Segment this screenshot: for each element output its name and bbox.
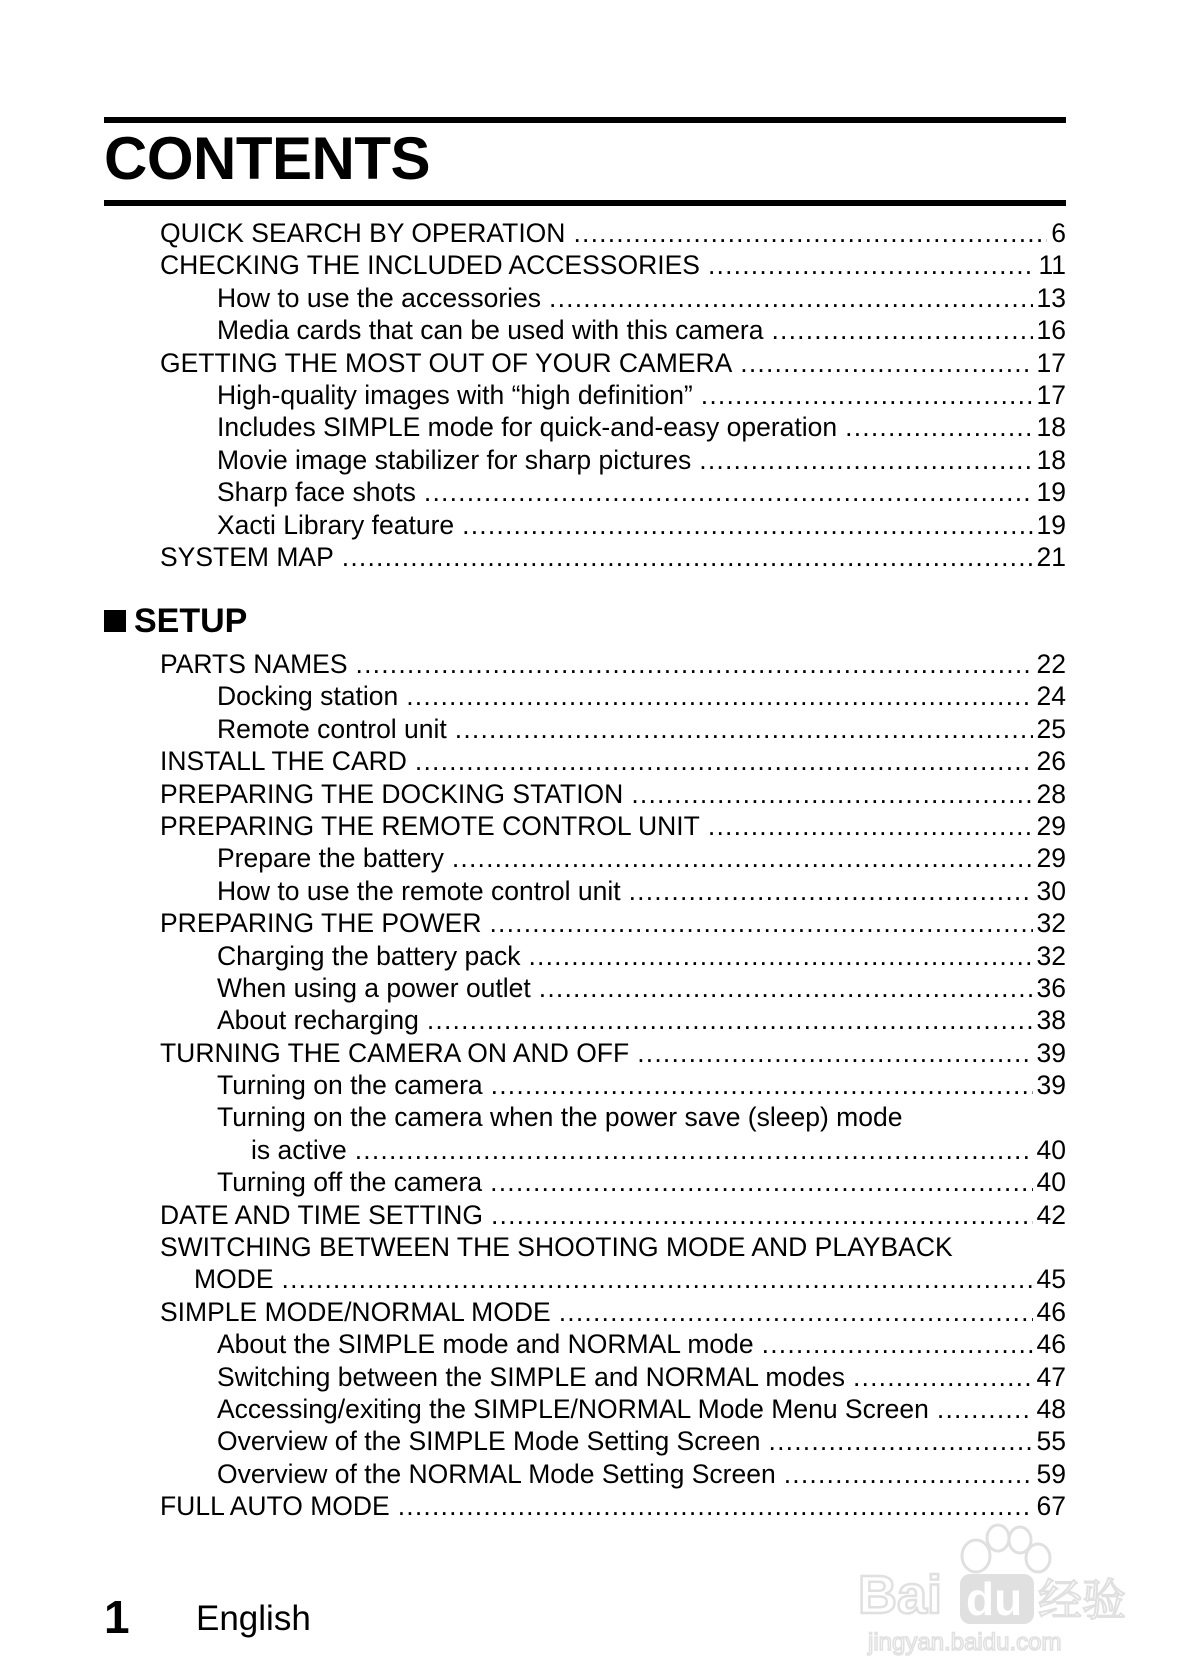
- toc-page-number: 32: [1036, 908, 1066, 939]
- toc-entry-title: FULL AUTO MODE: [160, 1491, 390, 1522]
- toc-page-number: 47: [1036, 1361, 1066, 1392]
- toc-entry: [160, 1134, 1066, 1166]
- toc-dot-leader: [708, 810, 1033, 842]
- toc-entry-title: DATE AND TIME SETTING: [160, 1199, 483, 1230]
- toc-entry-title: is active: [251, 1134, 347, 1165]
- toc-page-number: 28: [1036, 778, 1066, 809]
- toc-entry-title: Turning on the camera: [217, 1070, 483, 1101]
- svg-text:经验: 经验: [1038, 1575, 1126, 1626]
- toc-dot-leader: [845, 411, 1032, 443]
- toc-dot-leader: [415, 745, 1033, 777]
- toc-dot-leader: [740, 347, 1032, 379]
- toc-page-number: 17: [1036, 347, 1066, 378]
- toc-dot-leader: [490, 1166, 1032, 1198]
- toc-page-number: 45: [1036, 1264, 1066, 1295]
- toc-page-number: 30: [1036, 875, 1066, 906]
- toc-dot-leader: [427, 1004, 1033, 1036]
- toc-entry-title: CHECKING THE INCLUDED ACCESSORIES: [160, 250, 700, 281]
- toc-entry: [160, 810, 1066, 842]
- toc-page-number: 13: [1036, 282, 1066, 313]
- title-underline-rule: [104, 200, 1066, 206]
- toc-entry: [160, 648, 1066, 680]
- toc-entry: [160, 713, 1066, 745]
- toc-entry: [160, 249, 1066, 281]
- toc-dot-leader: [853, 1361, 1033, 1393]
- footer-language: English: [196, 1599, 311, 1638]
- toc-entry-title: High-quality images with “high definition”: [217, 379, 693, 410]
- toc-dot-leader: [539, 972, 1033, 1004]
- toc-entry: [160, 1458, 1066, 1490]
- toc-dot-leader: [784, 1458, 1033, 1490]
- toc-page-number: 36: [1036, 972, 1066, 1003]
- toc-page-number: 40: [1036, 1134, 1066, 1165]
- toc-entry-title: GETTING THE MOST OUT OF YOUR CAMERA: [160, 347, 733, 378]
- toc-entry: [160, 1231, 1066, 1263]
- toc-entry: [160, 842, 1066, 874]
- toc-entry-title: How to use the remote control unit: [217, 875, 621, 906]
- toc-dot-leader: [699, 444, 1032, 476]
- toc-page-number: 38: [1036, 1005, 1066, 1036]
- toc-dot-leader: [708, 249, 1035, 281]
- toc-entry-title: Media cards that can be used with this camera: [217, 315, 764, 346]
- toc-entry-title: Includes SIMPLE mode for quick-and-easy operation: [217, 412, 838, 443]
- svg-text:jingyan.baidu.com: jingyan.baidu.com: [868, 1629, 1062, 1656]
- toc-page-number: 25: [1036, 713, 1066, 744]
- toc-page-number: 26: [1036, 746, 1066, 777]
- toc-dot-leader: [559, 1296, 1033, 1328]
- toc-entry: [160, 1101, 1066, 1133]
- toc-page-number: 46: [1036, 1329, 1066, 1360]
- toc-entry: [160, 1037, 1066, 1069]
- toc-entry: [160, 940, 1066, 972]
- section-title: SETUP: [134, 602, 248, 640]
- toc-entry: [160, 907, 1066, 939]
- toc-dot-leader: [491, 1069, 1033, 1101]
- toc-dot-leader: [455, 713, 1033, 745]
- toc-entry-title: Switching between the SIMPLE and NORMAL modes: [217, 1361, 845, 1392]
- toc-page-number: 59: [1036, 1458, 1066, 1489]
- toc-dot-leader: [406, 680, 1032, 712]
- toc-page-number: 55: [1036, 1426, 1066, 1457]
- toc-dot-leader: [629, 875, 1033, 907]
- toc-page-number: 39: [1036, 1070, 1066, 1101]
- toc-entry: [160, 1361, 1066, 1393]
- toc-entry: [160, 217, 1066, 249]
- toc-entry: [160, 875, 1066, 907]
- toc-dot-leader: [549, 282, 1032, 314]
- toc-entry-title: SWITCHING BETWEEN THE SHOOTING MODE AND PLAYBACK: [160, 1232, 953, 1263]
- toc-entry-title: SYSTEM MAP: [160, 541, 334, 572]
- toc-entry: [160, 379, 1066, 411]
- toc-entry: [160, 1069, 1066, 1101]
- toc-entry: [160, 1425, 1066, 1457]
- toc-dot-leader: [489, 907, 1032, 939]
- toc-entry-title: About recharging: [217, 1005, 419, 1036]
- baidu-watermark-logo: [848, 1518, 1138, 1658]
- toc-entry: [160, 282, 1066, 314]
- toc-entry-title: TURNING THE CAMERA ON AND OFF: [160, 1037, 630, 1068]
- toc-entry-title: Prepare the battery: [217, 843, 444, 874]
- toc-entry-title: Remote control unit: [217, 713, 447, 744]
- toc-entry-title: Turning off the camera: [217, 1167, 483, 1198]
- toc-page-number: 19: [1036, 477, 1066, 508]
- toc-page-number: 40: [1036, 1167, 1066, 1198]
- toc-page-number: 6: [1051, 218, 1066, 248]
- toc-entry: [160, 347, 1066, 379]
- toc-intro-list: [160, 217, 1066, 573]
- toc-page-number: 39: [1036, 1037, 1066, 1068]
- toc-entry: [160, 1199, 1066, 1231]
- toc-entry: [160, 444, 1066, 476]
- toc-dot-leader: [282, 1263, 1033, 1295]
- toc-entry: [160, 972, 1066, 1004]
- toc-entry-title: How to use the accessories: [217, 282, 542, 313]
- toc-entry: [160, 1393, 1066, 1425]
- toc-entry: [160, 314, 1066, 346]
- toc-dot-leader: [769, 1425, 1033, 1457]
- toc-page-number: 18: [1036, 444, 1066, 475]
- toc-page-number: 42: [1036, 1199, 1066, 1230]
- toc-entry: [160, 1296, 1066, 1328]
- toc-dot-leader: [762, 1328, 1033, 1360]
- square-bullet-icon: [104, 610, 126, 632]
- toc-entry-title: When using a power outlet: [217, 972, 531, 1003]
- toc-page-number: 22: [1036, 649, 1066, 679]
- toc-entry: [160, 476, 1066, 508]
- toc-page-number: 18: [1036, 412, 1066, 443]
- toc-entry-title: Sharp face shots: [217, 477, 416, 508]
- toc-dot-leader: [355, 1134, 1033, 1166]
- toc-page-number: 29: [1036, 810, 1066, 841]
- toc-dot-leader: [701, 379, 1033, 411]
- toc-entry: [160, 745, 1066, 777]
- toc-dot-leader: [637, 1037, 1032, 1069]
- toc-page-number: 11: [1038, 250, 1066, 281]
- toc-entry: [160, 509, 1066, 541]
- toc-entry-title: Charging the battery pack: [217, 940, 521, 971]
- toc-entry-title: About the SIMPLE mode and NORMAL mode: [217, 1329, 754, 1360]
- toc-page-number: 67: [1036, 1491, 1066, 1522]
- toc-entry-title: Docking station: [217, 681, 399, 712]
- footer-page-number: 1: [104, 1591, 130, 1643]
- toc-page-number: 17: [1036, 379, 1066, 410]
- toc-setup-list: [160, 648, 1066, 1523]
- toc-entry-title: Overview of the SIMPLE Mode Setting Screen: [217, 1426, 761, 1457]
- toc-entry-title: PREPARING THE DOCKING STATION: [160, 778, 624, 809]
- toc-entry: [160, 1263, 1066, 1295]
- toc-entry-title: QUICK SEARCH BY OPERATION: [160, 218, 566, 248]
- toc-entry: [160, 411, 1066, 443]
- toc-entry-title: INSTALL THE CARD: [160, 746, 407, 777]
- page-title: CONTENTS: [104, 125, 430, 192]
- toc-page-number: 24: [1036, 681, 1066, 712]
- toc-entry-title: SIMPLE MODE/NORMAL MODE: [160, 1296, 551, 1327]
- toc-entry-title: Overview of the NORMAL Mode Setting Screen: [217, 1458, 776, 1489]
- toc-page-number: 29: [1036, 843, 1066, 874]
- toc-entry-title: MODE: [194, 1264, 274, 1295]
- toc-page-number: 48: [1036, 1393, 1066, 1424]
- toc-entry: [160, 1328, 1066, 1360]
- toc-entry-title: PARTS NAMES: [160, 649, 348, 679]
- toc-entry-title: Turning on the camera when the power save (sleep) mode: [217, 1102, 903, 1133]
- toc-entry: [160, 778, 1066, 810]
- toc-page-number: 21: [1036, 541, 1066, 572]
- svg-text:du: du: [966, 1573, 1023, 1625]
- toc-entry-title: Movie image stabilizer for sharp pictures: [217, 444, 692, 475]
- toc-page-number: 46: [1036, 1296, 1066, 1327]
- toc-page-number: 32: [1036, 940, 1066, 971]
- toc-entry: [160, 680, 1066, 712]
- toc-entry-title: Xacti Library feature: [217, 509, 455, 540]
- toc-entry: [160, 1166, 1066, 1198]
- toc-dot-leader: [424, 476, 1033, 508]
- toc-page-number: 16: [1036, 315, 1066, 346]
- toc-entry: [160, 541, 1066, 573]
- toc-dot-leader: [937, 1393, 1033, 1425]
- toc-entry: [160, 1004, 1066, 1036]
- top-rule: [104, 117, 1066, 123]
- svg-text:Bai: Bai: [858, 1565, 943, 1625]
- toc-dot-leader: [452, 842, 1033, 874]
- toc-dot-leader: [342, 541, 1033, 573]
- toc-entry-title: PREPARING THE REMOTE CONTROL UNIT: [160, 810, 700, 841]
- toc-dot-leader: [528, 940, 1032, 972]
- toc-dot-leader: [631, 778, 1032, 810]
- toc-dot-leader: [356, 648, 1033, 680]
- toc-dot-leader: [491, 1199, 1033, 1231]
- toc-dot-leader: [771, 314, 1032, 346]
- toc-dot-leader: [462, 509, 1032, 541]
- toc-page-number: 19: [1036, 509, 1066, 540]
- toc-entry-title: Accessing/exiting the SIMPLE/NORMAL Mode Menu Screen: [217, 1393, 929, 1424]
- section-heading-setup: [104, 601, 247, 641]
- toc-dot-leader: [573, 217, 1047, 249]
- toc-entry-title: PREPARING THE POWER: [160, 908, 482, 939]
